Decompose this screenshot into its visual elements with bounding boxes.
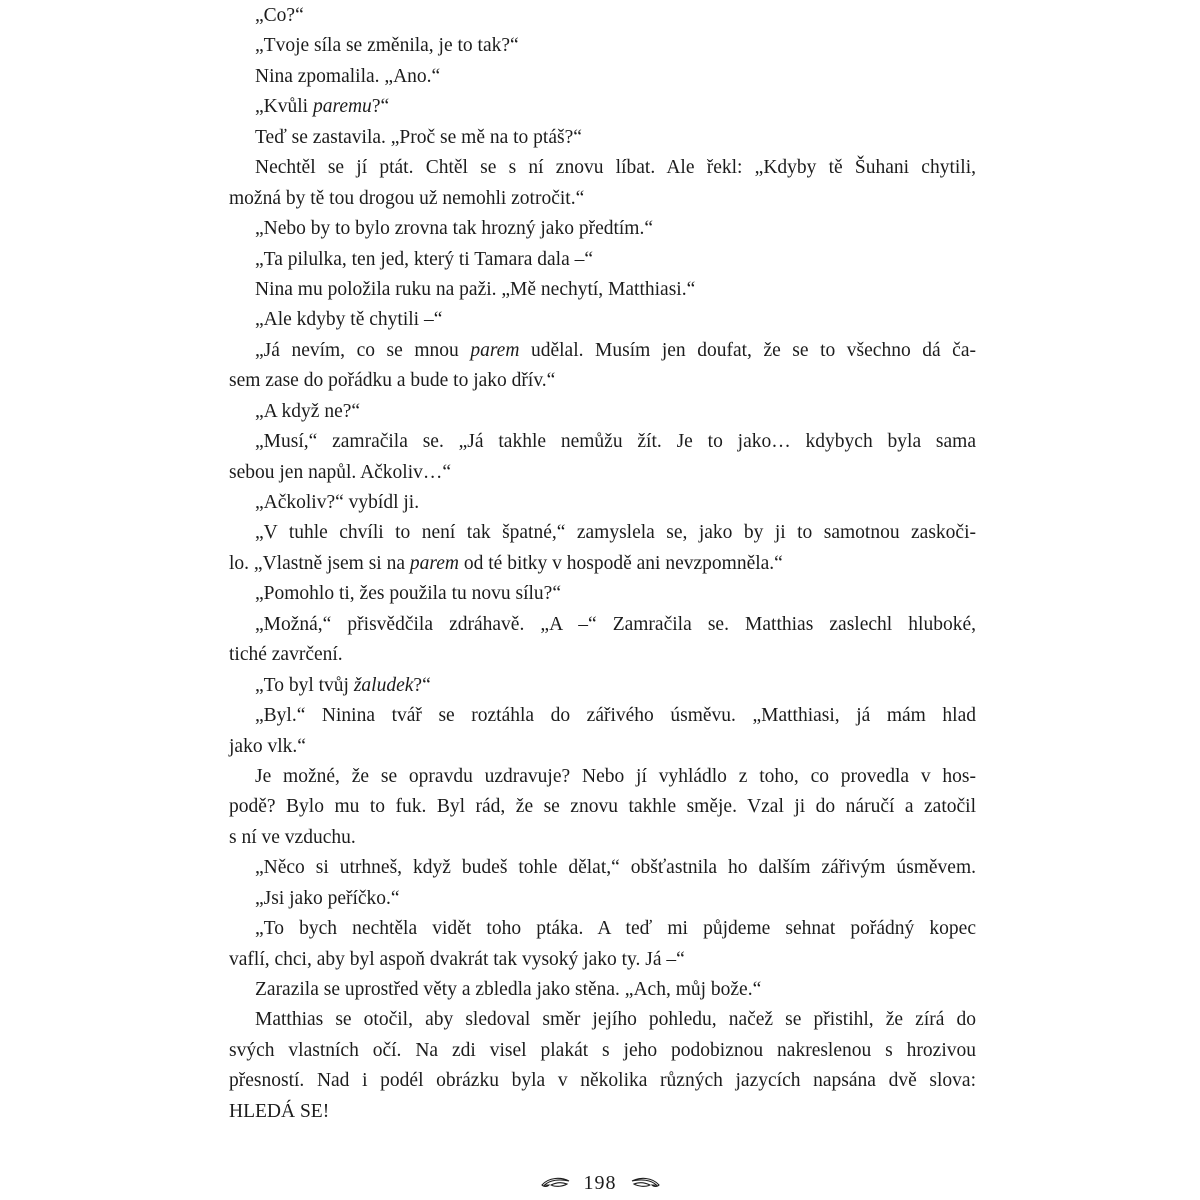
text-line: přesností. Nad i podél obrázku byla v několika různých jazycích napsána dvě slova:	[229, 1070, 976, 1092]
swash-ornament-right-icon	[630, 1176, 660, 1191]
text-line: Zarazila se uprostřed věty a zbledla jako stěna. „Ach, můj bože.“	[255, 979, 762, 1000]
text-line: „Musí,“ zamračila se. „Já takhle nemůžu žít. Je to jako… kdybych byla sama	[255, 431, 976, 453]
text-block	[229, 1, 976, 1127]
text-line: vaflí, chci, aby byl aspoň dvakrát tak vysoký jako ty. Já –“	[229, 948, 685, 970]
text-line: možná by tě tou drogou už nemohli zotročit.“	[229, 187, 585, 209]
text-line: „Nebo by to bylo zrovna tak hrozný jako předtím.“	[255, 218, 654, 240]
text-line: „To byl tvůj žaludek?“	[255, 674, 431, 696]
text-line: „Ta pilulka, ten jed, který ti Tamara dala –“	[255, 248, 594, 270]
text-line: podě? Bylo mu to fuk. Byl rád, že se znovu takhle směje. Vzal ji do náručí a zatočil	[229, 796, 976, 818]
text-line: „Něco si utrhneš, když budeš tohle dělat,“ obšťastnila ho dalším zářivým úsměvem.	[255, 857, 976, 879]
text-line: s ní ve vzduchu.	[229, 826, 356, 848]
text-line: sem zase do pořádku a bude to jako dřív.“	[229, 370, 556, 392]
text-line: „Kvůli paremu?“	[255, 96, 390, 118]
text-line: „Možná,“ přisvědčila zdráhavě. „A –“ Zamračila se. Matthias zaslechl hluboké,	[255, 613, 976, 635]
text-line: Teď se zastavila. „Proč se mě na to ptáš?“	[255, 126, 582, 148]
text-line: „A když ne?“	[255, 400, 361, 422]
text-line: „Ačkoliv?“ vybídl ji.	[255, 492, 420, 513]
text-line: Nina mu položila ruku na paži. „Mě nechytí, Matthiasi.“	[255, 278, 696, 300]
swash-ornament-left-icon	[541, 1176, 571, 1191]
text-line: „Byl.“ Ninina tvář se roztáhla do zářivého úsměvu. „Matthiasi, já mám hlad	[255, 705, 976, 727]
text-line: sebou jen napůl. Ačkoliv…“	[229, 461, 452, 483]
text-line: lo. „Vlastně jsem si na parem od té bitky v hospodě ani nevzpomněla.“	[229, 552, 783, 574]
text-line: „V tuhle chvíli to není tak špatné,“ zamyslela se, jako by ji to samotnou zaskoči-	[255, 522, 976, 544]
text-line: „Já nevím, co se mnou parem udělal. Musím jen doufat, že se to všechno dá ča-	[255, 339, 976, 361]
page-footer	[0, 1172, 1200, 1195]
text-line: jako vlk.“	[229, 735, 306, 757]
text-line: svých vlastních očí. Na zdi visel plakát s jeho podobiznou nakreslenou s hrozivou	[229, 1039, 976, 1061]
text-line: „Pomohlo ti, žes použila tu novu sílu?“	[255, 583, 561, 605]
page-number: 198	[583, 1172, 617, 1194]
text-line: „Co?“	[255, 5, 304, 26]
text-line: Matthias se otočil, aby sledoval směr jejího pohledu, načež se přistihl, že zírá do	[255, 1009, 976, 1031]
text-line: tiché zavrčení.	[229, 644, 343, 666]
text-line: Je možné, že se opravdu uzdravuje? Nebo jí vyhládlo z toho, co provedla v hos-	[255, 765, 976, 787]
text-line: HLEDÁ SE!	[229, 1100, 330, 1122]
text-line: „To bych nechtěla vidět toho ptáka. A teď mi půjdeme sehnat pořádný kopec	[255, 918, 976, 940]
text-line: „Ale kdyby tě chytili –“	[255, 309, 443, 331]
text-line: „Tvoje síla se změnila, je to tak?“	[255, 35, 519, 57]
text-line: Nina zpomalila. „Ano.“	[255, 65, 441, 87]
text-line: „Jsi jako peříčko.“	[255, 887, 400, 909]
text-line: Nechtěl se jí ptát. Chtěl se s ní znovu líbat. Ale řekl: „Kdyby tě Šuhani chytili,	[255, 157, 976, 179]
